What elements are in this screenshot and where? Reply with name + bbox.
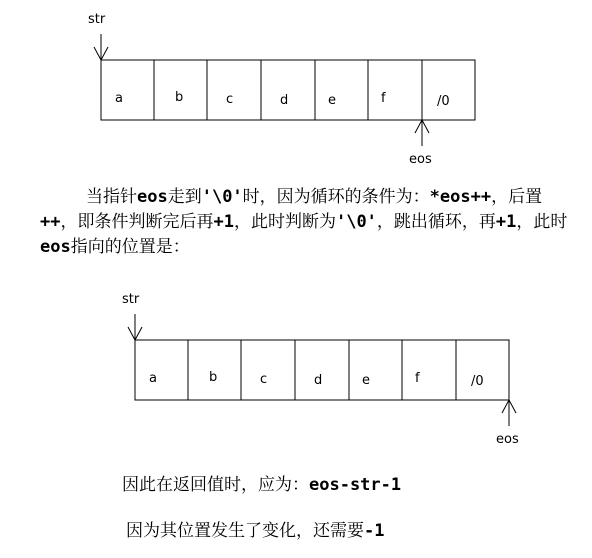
cell-label-2: c xyxy=(260,372,268,387)
array-cell-4 xyxy=(315,60,368,120)
text-run: ，此时 xyxy=(516,212,568,232)
text-run: 当指针 xyxy=(86,187,137,207)
text-run: 走到 xyxy=(167,187,202,207)
array-cell-6 xyxy=(422,60,475,120)
array-cell-6 xyxy=(456,340,509,400)
text-run: 因此在返回值时，应为： xyxy=(122,475,309,495)
code-run: '\0' xyxy=(335,212,377,232)
cell-label-1: b xyxy=(175,90,184,105)
code-run: +1 xyxy=(213,212,234,232)
cell-label-0: a xyxy=(149,371,157,386)
array-cell-3 xyxy=(261,60,315,120)
explanation-paragraph xyxy=(40,185,570,260)
text-run: ，跳出循环，再 xyxy=(376,212,496,232)
cell-label-2: c xyxy=(226,92,234,107)
string-array-diagram-1 xyxy=(88,12,475,167)
string-array-diagram-2 xyxy=(122,292,519,447)
code-run: -1 xyxy=(364,521,385,541)
arrow-up-icon xyxy=(502,400,516,426)
cell-label-3: d xyxy=(280,93,289,108)
array-cell-3 xyxy=(295,340,349,400)
pointer-label-str: str xyxy=(88,12,106,27)
code-run: '\0' xyxy=(201,187,243,207)
arrow-up-icon xyxy=(415,120,429,146)
code-run: +1 xyxy=(495,212,517,232)
text-run: 因为其位置发生了变化，还需要 xyxy=(126,521,364,541)
cell-label-6: /0 xyxy=(437,94,450,109)
cell-label-6: /0 xyxy=(471,374,484,389)
text-run: ，即条件判断完后再 xyxy=(60,212,214,232)
code-run: *eos++ xyxy=(429,187,492,207)
cell-label-5: f xyxy=(415,371,420,386)
cell-label-0: a xyxy=(115,91,123,106)
code-run: ++ xyxy=(40,212,61,232)
arrow-down-icon xyxy=(94,34,108,60)
cell-label-4: e xyxy=(328,93,336,108)
cell-label-5: f xyxy=(381,91,386,106)
pointer-label-eos: eos xyxy=(496,432,519,447)
array-cell-5 xyxy=(368,60,422,120)
code-run: eos xyxy=(137,187,168,207)
array-cell-0 xyxy=(135,340,188,400)
text-run: ，后置 xyxy=(491,187,543,207)
code-run: eos xyxy=(40,237,71,257)
pointer-label-str: str xyxy=(122,292,140,307)
text-run: 时，因为循环的条件为： xyxy=(242,187,430,207)
cell-label-1: b xyxy=(209,370,218,385)
pointer-label-eos: eos xyxy=(409,152,432,167)
array-cell-5 xyxy=(402,340,456,400)
arrow-down-icon xyxy=(128,314,142,340)
cell-label-3: d xyxy=(314,373,323,388)
text-run: 指向的位置是： xyxy=(70,237,190,257)
reason-paragraph xyxy=(126,519,566,544)
array-cell-4 xyxy=(349,340,402,400)
return-value-paragraph xyxy=(122,473,562,498)
array-cell-2 xyxy=(207,60,261,120)
cell-label-4: e xyxy=(362,373,370,388)
array-cell-0 xyxy=(101,60,154,120)
array-cell-2 xyxy=(241,340,295,400)
text-run: ，此时判断为 xyxy=(233,212,336,232)
code-run: eos-str-1 xyxy=(309,475,402,495)
